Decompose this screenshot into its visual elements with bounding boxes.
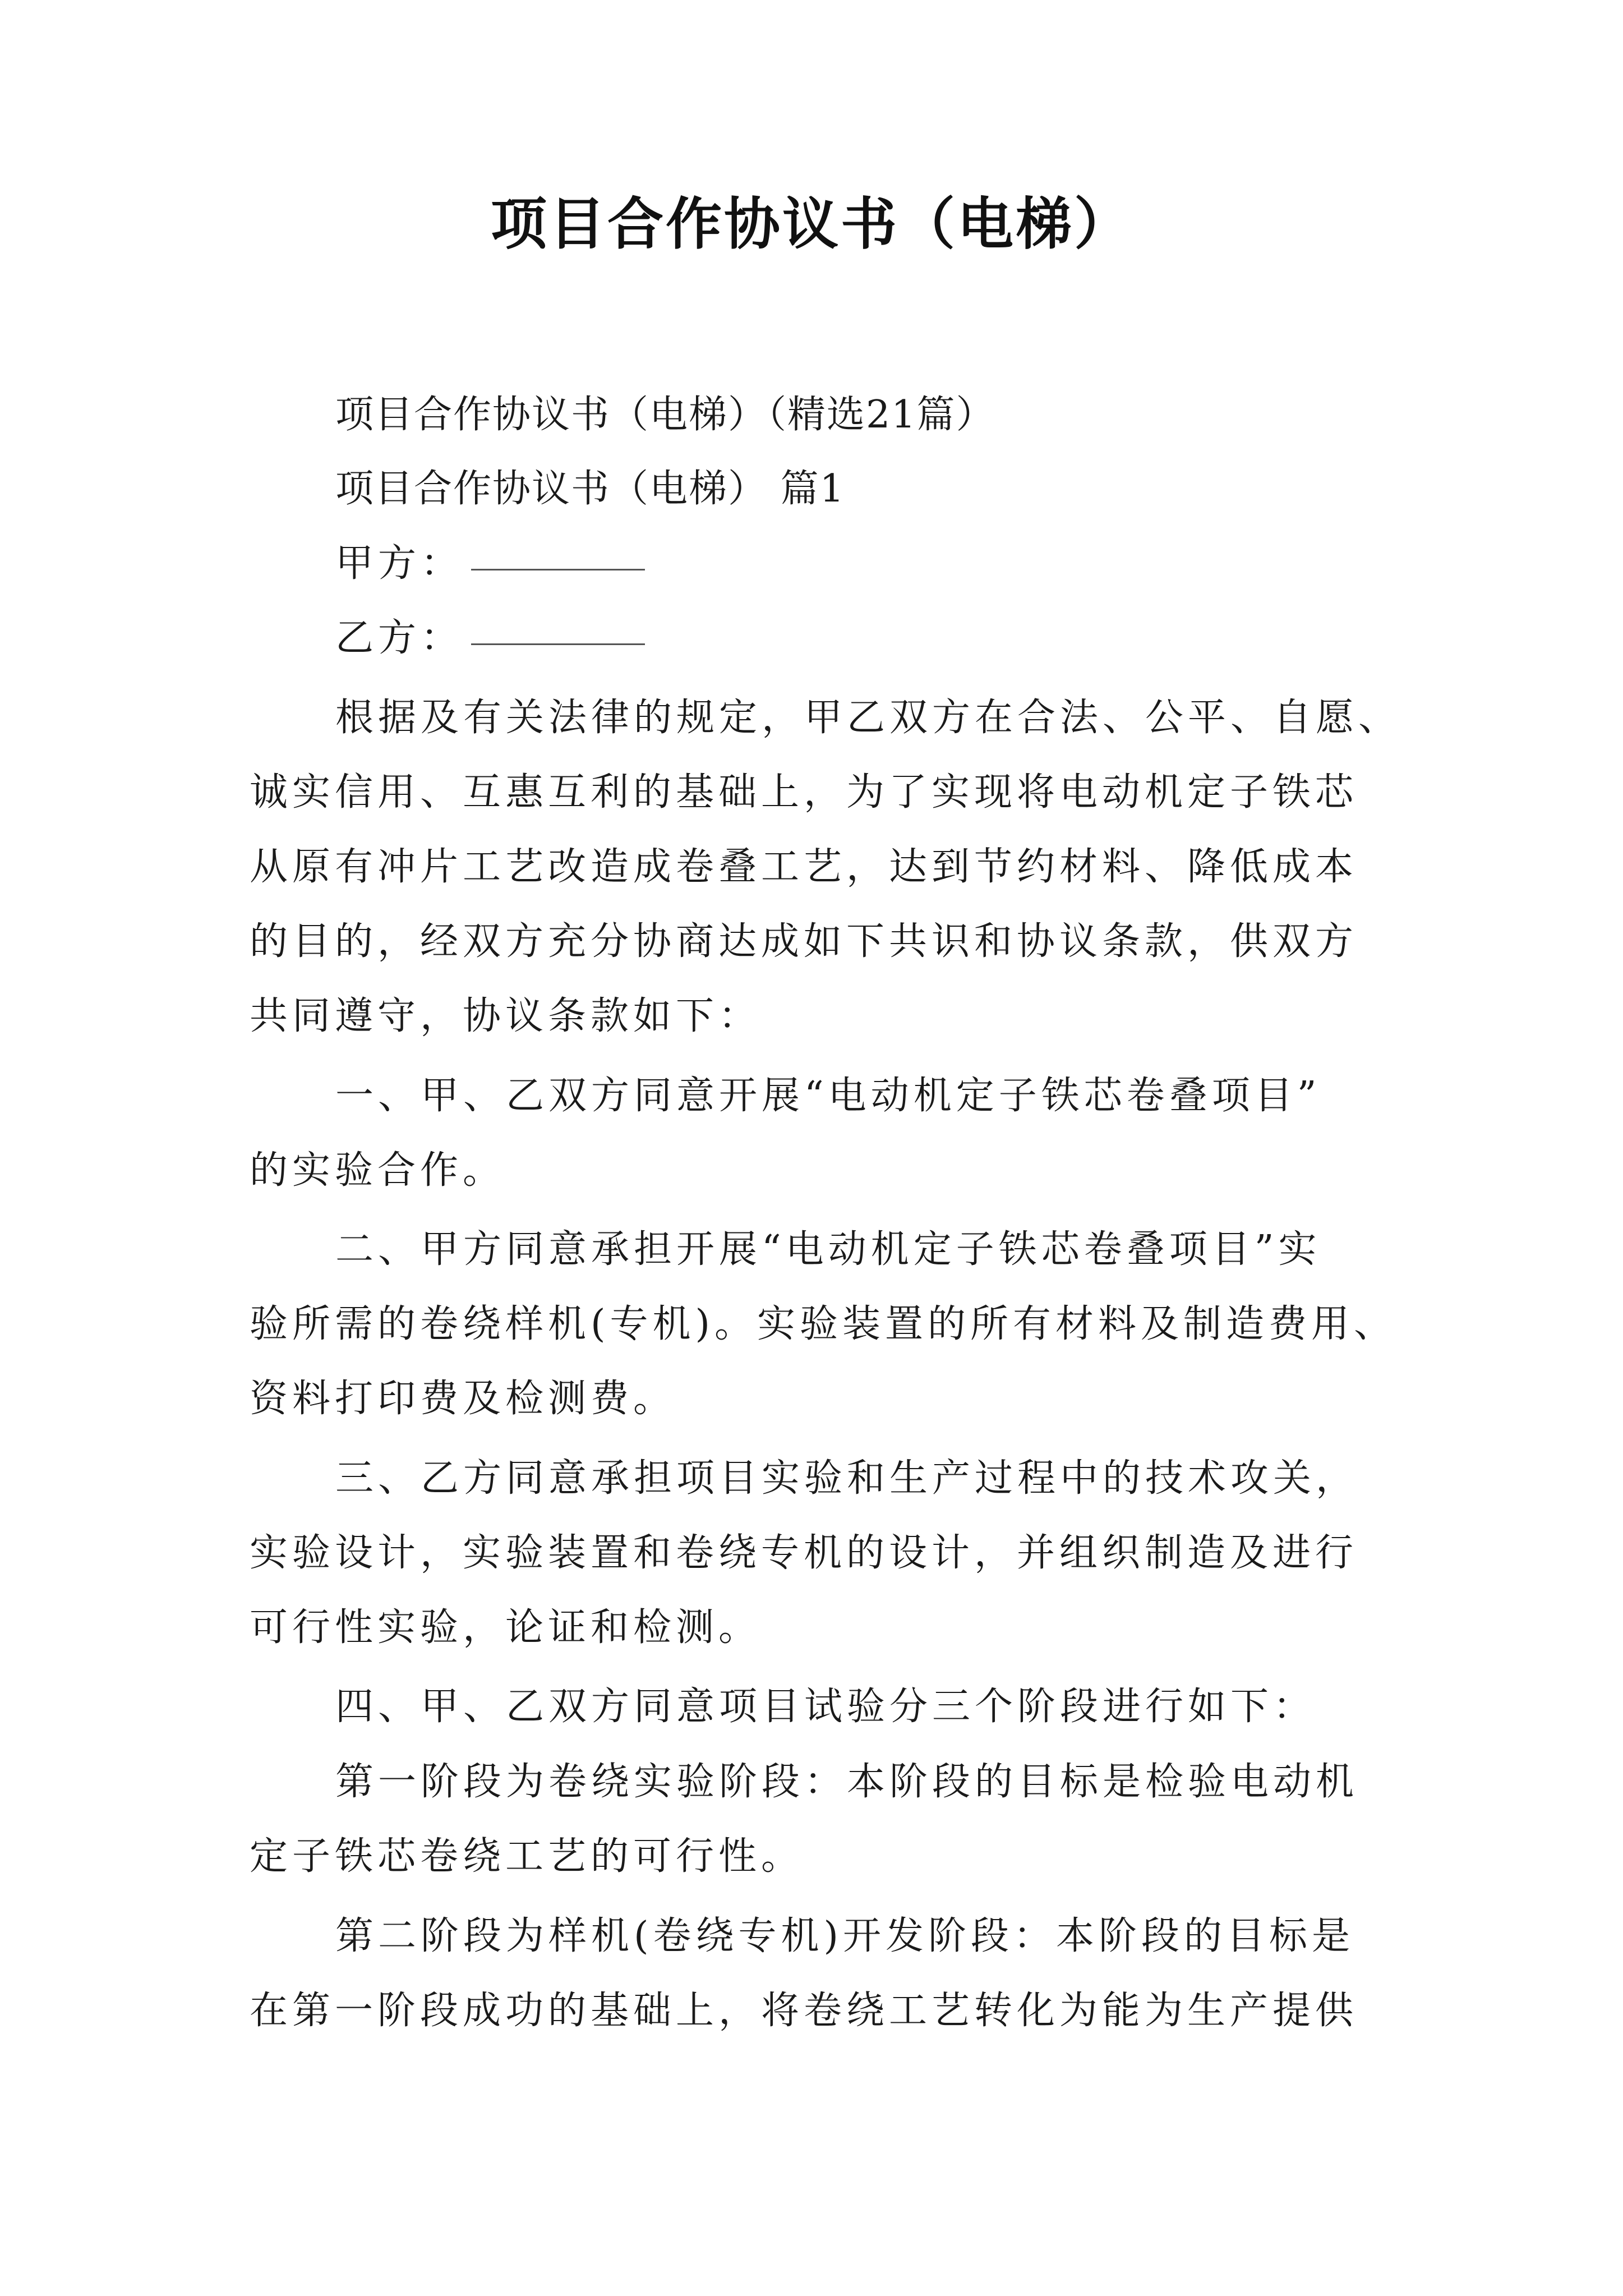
paragraph-line: 根据及有关法律的规定，甲乙双方在合法、公平、自愿、 xyxy=(335,696,1401,740)
clause-line: 实验设计，实验装置和卷绕专机的设计，并组织制造及进行 xyxy=(250,1531,1358,1575)
clause-line: 二、甲方同意承担开展“电动机定子铁芯卷叠项目”实 xyxy=(335,1227,1321,1272)
clause-line: 可行性实验，论证和检测。 xyxy=(250,1605,762,1650)
clause-line: 的实验合作。 xyxy=(250,1148,506,1193)
clause-line: 四、甲、乙双方同意项目试验分三个阶段进行如下： xyxy=(335,1685,1316,1729)
clause-line: 三、乙方同意承担项目实验和生产过程中的技术攻关， xyxy=(335,1456,1359,1501)
stage-line: 第一阶段为卷绕实验阶段：本阶段的目标是检验电动机 xyxy=(335,1760,1359,1804)
party-b-field xyxy=(335,610,645,666)
collection-subtitle: 项目合作协议书（电梯）（精选21篇） xyxy=(335,393,995,437)
clause-line: 资料打印费及检测费。 xyxy=(250,1377,676,1421)
paragraph-line: 共同遵守，协议条款如下： xyxy=(250,994,762,1038)
paragraph-line: 的目的，经双方充分协商达成如下共识和协议条款，供双方 xyxy=(250,919,1358,964)
party-a-label: 甲方： xyxy=(335,541,464,586)
party-b-blank[interactable] xyxy=(471,641,645,645)
paragraph-line: 诚实信用、互惠互利的基础上，为了实现将电动机定子铁芯 xyxy=(250,770,1358,815)
document-title: 项目合作协议书（电梯） xyxy=(491,191,1132,257)
clause-line: 验所需的卷绕样机(专机)。实验装置的所有材料及制造费用、 xyxy=(250,1302,1397,1346)
stage-line: 在第一阶段成功的基础上，将卷绕工艺转化为能为生产提供 xyxy=(250,1989,1358,2033)
party-a-field xyxy=(335,536,645,592)
stage-line: 定子铁芯卷绕工艺的可行性。 xyxy=(250,1834,804,1879)
party-b-label: 乙方： xyxy=(335,616,464,660)
paragraph-line: 从原有冲片工艺改造成卷叠工艺，达到节约材料、降低成本 xyxy=(250,845,1358,889)
clause-line: 一、甲、乙双方同意开展“电动机定子铁芯卷叠项目” xyxy=(335,1074,1321,1118)
party-a-blank[interactable] xyxy=(471,567,645,570)
section-heading: 项目合作协议书（电梯） 篇1 xyxy=(335,467,845,511)
stage-line: 第二阶段为样机(卷绕专机)开发阶段：本阶段的目标是 xyxy=(335,1914,1355,1958)
